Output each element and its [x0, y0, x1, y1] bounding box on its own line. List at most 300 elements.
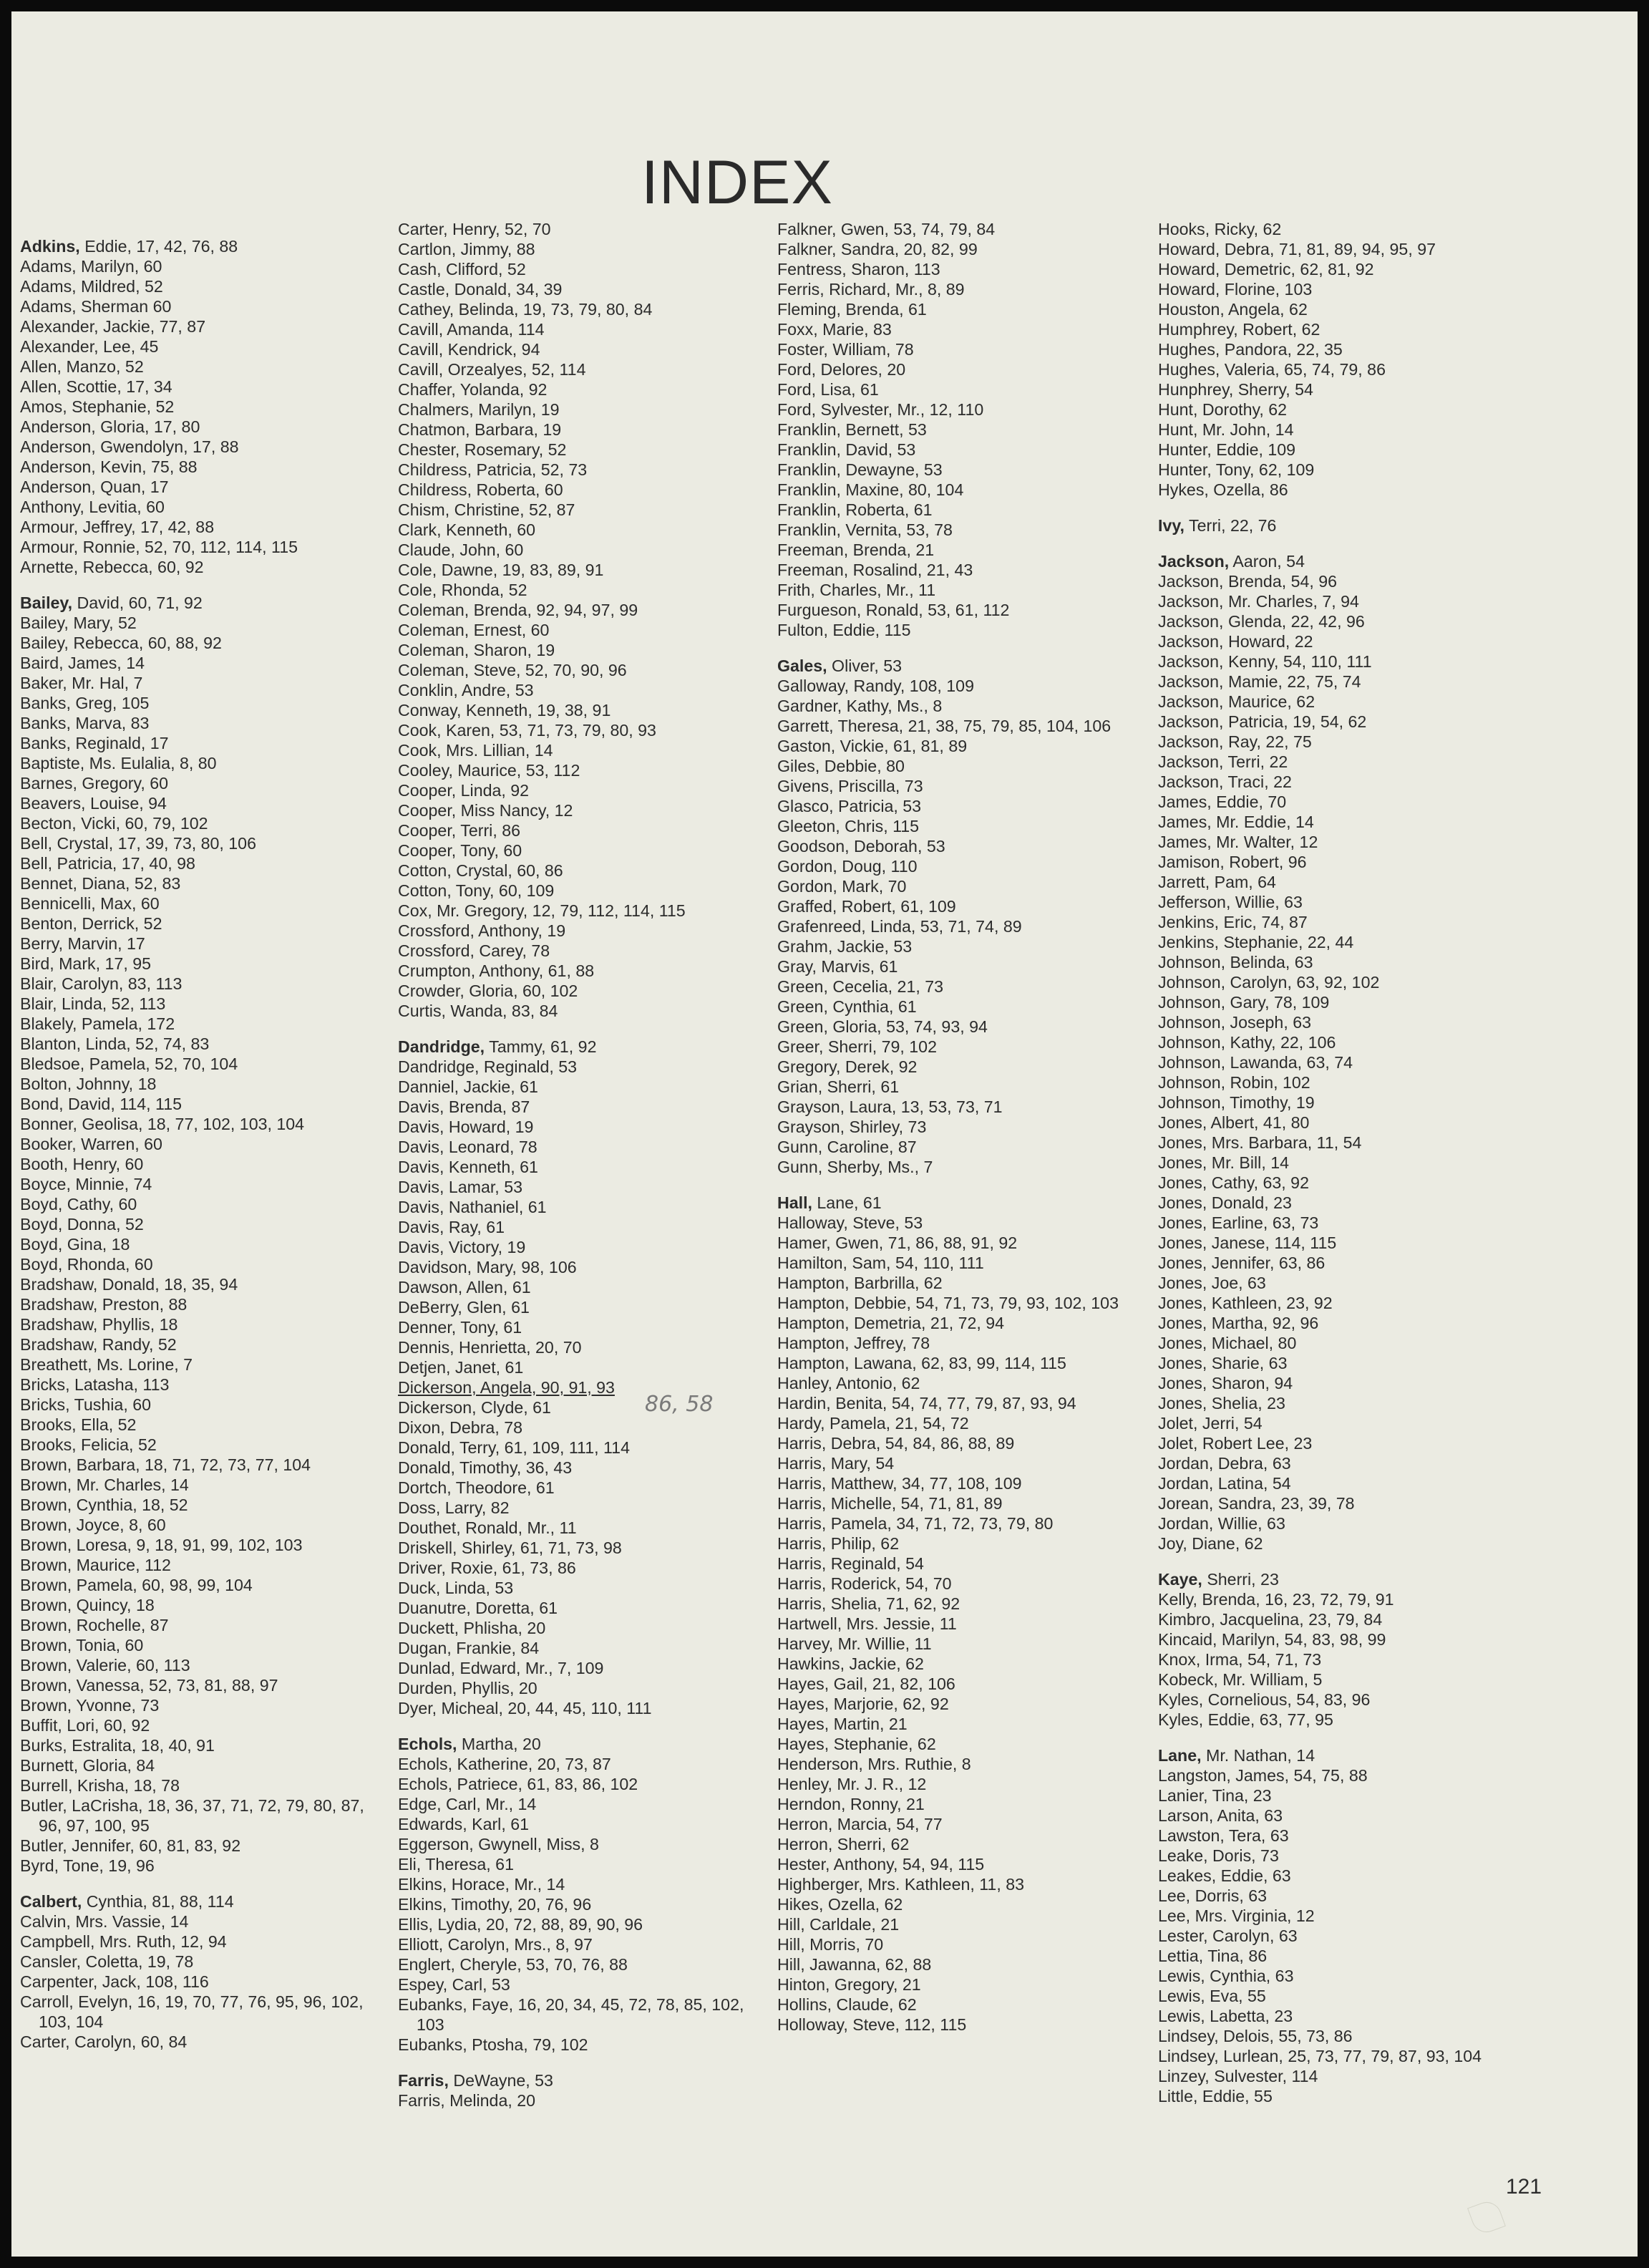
entry-text: Lewis, Cynthia, 63: [1158, 1967, 1294, 1985]
index-entry: [20, 833, 381, 853]
entry-text: Bennet, Diana, 52, 83: [20, 874, 181, 893]
index-entry: [777, 796, 1139, 816]
index-entry: [777, 1213, 1139, 1233]
index-entry: [20, 1972, 381, 1992]
entry-text: Davis, Brenda, 87: [398, 1097, 530, 1116]
index-entry: [777, 1634, 1139, 1654]
entry-text: Boyce, Minnie, 74: [20, 1175, 152, 1193]
index-entry: [398, 1217, 759, 1237]
index-entry: [777, 600, 1139, 620]
entry-text: Gunn, Sherby, Ms., 7: [777, 1158, 933, 1176]
index-entry: [398, 560, 759, 580]
entry-text: Ellis, Lydia, 20, 72, 88, 89, 90, 96: [398, 1915, 643, 1934]
index-entry: [398, 420, 759, 440]
entry-text: Carter, Henry, 52, 70: [398, 220, 551, 238]
entry-text: Jordan, Latina, 54: [1158, 1474, 1291, 1493]
entry-text: Echols, Katherine, 20, 73, 87: [398, 1755, 611, 1773]
index-entry: [398, 1177, 759, 1197]
index-entry: [398, 1277, 759, 1297]
entry-text: Brown, Pamela, 60, 98, 99, 104: [20, 1576, 253, 1594]
index-entry: [777, 1854, 1139, 1874]
entry-text: Harris, Reginald, 54: [777, 1554, 924, 1573]
entry-text: Englert, Cheryle, 53, 70, 76, 88: [398, 1955, 628, 1974]
index-entry: [1158, 1233, 1519, 1253]
index-entry: [1158, 1373, 1519, 1393]
entry-text: James, Eddie, 70: [1158, 793, 1287, 811]
entry-text: Baptiste, Ms. Eulalia, 8, 80: [20, 754, 217, 772]
entry-text: Calvin, Mrs. Vassie, 14: [20, 1912, 189, 1931]
index-entry: [398, 1117, 759, 1137]
index-entry: [20, 1174, 381, 1194]
entry-text: Holloway, Steve, 112, 115: [777, 2015, 967, 2034]
entry-text: Farris, Melinda, 20: [398, 2091, 536, 2110]
entry-text: Booker, Warren, 60: [20, 1135, 162, 1153]
index-entry: [1158, 571, 1519, 591]
entry-text: Hayes, Martin, 21: [777, 1715, 908, 1733]
entry-text: Hampton, Jeffrey, 78: [777, 1334, 930, 1352]
entry-text: Hunt, Mr. John, 14: [1158, 420, 1294, 439]
index-entry: [20, 276, 381, 296]
entry-text: Beavers, Louise, 94: [20, 794, 167, 813]
entry-text: Hampton, Debbie, 54, 71, 73, 79, 93, 102, 103: [777, 1294, 1119, 1312]
entry-text: Cooper, Tony, 60: [398, 841, 522, 860]
entry-text: Anthony, Levitia, 60: [20, 498, 165, 516]
index-entry: [20, 1435, 381, 1455]
index-entry: [777, 540, 1139, 560]
entry-text: Freeman, Rosalind, 21, 43: [777, 561, 973, 579]
index-entry: [1158, 1906, 1519, 1926]
index-entry: [20, 1234, 381, 1254]
index-entry: [777, 856, 1139, 876]
index-entry: [20, 1254, 381, 1274]
index-entry: [1158, 319, 1519, 339]
index-entry: [398, 359, 759, 379]
entry-text: Hunter, Tony, 62, 109: [1158, 460, 1315, 479]
index-entry: [398, 901, 759, 921]
index-entry: [20, 1395, 381, 1415]
entry-text: Douthet, Ronald, Mr., 11: [398, 1518, 577, 1537]
index-entry: [777, 1995, 1139, 2015]
entry-text: Armour, Ronnie, 52, 70, 112, 114, 115: [20, 538, 298, 556]
entry-text: Crossford, Anthony, 19: [398, 921, 566, 940]
index-entry: [777, 916, 1139, 936]
entry-text: Dortch, Theodore, 61: [398, 1478, 555, 1497]
index-entry: [1158, 1453, 1519, 1473]
entry-text: Brown, Yvonne, 73: [20, 1696, 160, 1715]
index-entry: [20, 1796, 381, 1836]
entry-text: Bennicelli, Max, 60: [20, 894, 160, 913]
index-entry: [1158, 1609, 1519, 1629]
entry-text: James, Mr. Eddie, 14: [1158, 813, 1314, 831]
index-entry: [20, 377, 381, 397]
index-entry: [20, 1334, 381, 1354]
index-entry: [1158, 992, 1519, 1012]
entry-text: Banks, Reginald, 17: [20, 734, 169, 752]
index-entry: [1158, 1153, 1519, 1173]
index-entry: [777, 1017, 1139, 1037]
letter-group-lead-surname: Jackson,: [1158, 552, 1230, 571]
entry-text: Grahm, Jackie, 53: [777, 937, 913, 956]
index-entry: [1158, 1765, 1519, 1785]
index-entry: [20, 1194, 381, 1214]
entry-text: Davis, Howard, 19: [398, 1118, 534, 1136]
index-entry: [20, 477, 381, 497]
index-entry: [20, 1214, 381, 1234]
entry-text: Elkins, Timothy, 20, 76, 96: [398, 1895, 592, 1914]
entry-text: Langston, James, 54, 75, 88: [1158, 1766, 1368, 1785]
index-entry: [398, 1538, 759, 1558]
index-entry: [777, 1453, 1139, 1473]
index-entry: [398, 299, 759, 319]
entry-text: Conway, Kenneth, 19, 38, 91: [398, 701, 611, 719]
entry-text: Hayes, Gail, 21, 82, 106: [777, 1675, 955, 1693]
entry-text: Garrett, Theresa, 21, 38, 75, 79, 85, 104, 106: [777, 717, 1112, 735]
index-entry: [1158, 1670, 1519, 1690]
entry-text: Johnson, Joseph, 63: [1158, 1013, 1311, 1032]
entry-text: Cathey, Belinda, 19, 73, 79, 80, 84: [398, 300, 653, 319]
entry-text: Lettia, Tina, 86: [1158, 1947, 1268, 1965]
entry-text: Jones, Albert, 41, 80: [1158, 1113, 1310, 1132]
entry-text: Ford, Lisa, 61: [777, 380, 879, 399]
entry-text: Boyd, Gina, 18: [20, 1235, 130, 1254]
entry-text: Cynthia, 81, 88, 114: [82, 1892, 234, 1911]
index-entry: [20, 417, 381, 437]
page-corner-mark: [1467, 2198, 1506, 2236]
index-entry: [777, 1954, 1139, 1974]
index-entry: [777, 580, 1139, 600]
index-entry: [20, 256, 381, 276]
index-entry: [398, 981, 759, 1001]
entry-text: Breathett, Ms. Lorine, 7: [20, 1355, 193, 1374]
index-entry: [777, 1794, 1139, 1814]
index-entry: [20, 1952, 381, 1972]
index-entry: [1158, 1313, 1519, 1333]
entry-text: Boyd, Cathy, 60: [20, 1195, 137, 1213]
entry-text: Baird, James, 14: [20, 654, 145, 672]
entry-text: Bird, Mark, 17, 95: [20, 954, 151, 973]
index-entry: [20, 497, 381, 517]
entry-text: Banks, Marva, 83: [20, 714, 150, 732]
entry-text: Conklin, Andre, 53: [398, 681, 534, 699]
entry-text: Duanutre, Doretta, 61: [398, 1599, 558, 1617]
index-entry: [777, 299, 1139, 319]
entry-text: Herron, Marcia, 54, 77: [777, 1815, 943, 1833]
entry-text: Jackson, Terri, 22: [1158, 752, 1288, 771]
entry-text: Coleman, Brenda, 92, 94, 97, 99: [398, 601, 638, 619]
index-entry: [398, 1001, 759, 1021]
index-entry: [398, 700, 759, 720]
entry-text: Harris, Roderick, 54, 70: [777, 1574, 952, 1593]
entry-text: Cavill, Amanda, 114: [398, 320, 545, 339]
index-entry: [1158, 1690, 1519, 1710]
entry-text: Coleman, Steve, 52, 70, 90, 96: [398, 661, 627, 679]
entry-text: Armour, Jeffrey, 17, 42, 88: [20, 518, 215, 536]
entry-text: Elkins, Horace, Mr., 14: [398, 1875, 565, 1894]
entry-text: Foxx, Marie, 83: [777, 320, 892, 339]
index-entry: [1158, 1433, 1519, 1453]
index-entry: [1158, 1745, 1519, 1765]
index-entry: [1158, 2046, 1519, 2066]
entry-text: Lawston, Tera, 63: [1158, 1826, 1289, 1845]
index-entry: [1158, 651, 1519, 672]
index-entry: [1158, 1589, 1519, 1609]
index-entry: [1158, 339, 1519, 359]
index-entry: [777, 1694, 1139, 1714]
index-entry: [777, 1513, 1139, 1533]
index-entry: [398, 780, 759, 800]
entry-text: DeWayne, 53: [448, 2071, 553, 2090]
entry-text: Jones, Mr. Bill, 14: [1158, 1153, 1289, 1172]
entry-text: Jackson, Maurice, 62: [1158, 692, 1315, 711]
index-entry: [1158, 772, 1519, 792]
entry-text: Crowder, Gloria, 60, 102: [398, 982, 578, 1000]
index-entry: [777, 716, 1139, 736]
entry-text: Lindsey, Lurlean, 25, 73, 77, 79, 87, 93, 104: [1158, 2047, 1482, 2065]
index-entry: [777, 1137, 1139, 1157]
index-entry: [1158, 752, 1519, 772]
entry-text: Chester, Rosemary, 52: [398, 440, 567, 459]
index-entry: [777, 1914, 1139, 1934]
index-entry: [1158, 1133, 1519, 1153]
entry-text: Harris, Michelle, 54, 71, 81, 89: [777, 1494, 1003, 1513]
index-entry: [398, 219, 759, 239]
index-entry: [777, 976, 1139, 997]
index-entry: [1158, 279, 1519, 299]
index-entry: [20, 1775, 381, 1796]
index-entry: [20, 1014, 381, 1034]
entry-text: Jenkins, Eric, 74, 87: [1158, 913, 1308, 931]
index-entry: [1158, 379, 1519, 399]
entry-text: Ford, Sylvester, Mr., 12, 110: [777, 400, 984, 419]
index-entry: [398, 379, 759, 399]
entry-text: Driver, Roxie, 61, 73, 86: [398, 1559, 576, 1577]
entry-text: Herndon, Ronny, 21: [777, 1795, 925, 1813]
index-column-1: [20, 236, 381, 2052]
index-entry: [20, 974, 381, 994]
index-entry: [1158, 2066, 1519, 2086]
entry-text: Greer, Sherri, 79, 102: [777, 1037, 937, 1056]
index-entry: [1158, 832, 1519, 852]
entry-text: Davis, Kenneth, 61: [398, 1158, 538, 1176]
index-entry: [1158, 812, 1519, 832]
entry-text: Hampton, Lawana, 62, 83, 99, 114, 115: [777, 1354, 1066, 1372]
index-entry: [1158, 1806, 1519, 1826]
index-entry: [777, 1253, 1139, 1273]
index-entry: [20, 753, 381, 773]
entry-text: Hayes, Marjorie, 62, 92: [777, 1695, 949, 1713]
index-entry: [20, 893, 381, 914]
index-entry: [777, 560, 1139, 580]
entry-text: Franklin, Maxine, 80, 104: [777, 480, 964, 499]
entry-text: Jamison, Robert, 96: [1158, 853, 1307, 871]
entry-text: Kyles, Eddie, 63, 77, 95: [1158, 1710, 1333, 1729]
entry-text: Eubanks, Ptosha, 79, 102: [398, 2035, 588, 2054]
entry-text: Jenkins, Stephanie, 22, 44: [1158, 933, 1354, 951]
index-entry: [1158, 1393, 1519, 1413]
index-entry: [777, 1654, 1139, 1674]
entry-text: Sherri, 23: [1202, 1570, 1279, 1589]
index-entry: [20, 1695, 381, 1715]
index-entry: [398, 1834, 759, 1854]
index-entry: [20, 1314, 381, 1334]
entry-text: Brown, Vanessa, 52, 73, 81, 88, 97: [20, 1676, 278, 1695]
entry-text: Kyles, Cornelious, 54, 83, 96: [1158, 1690, 1371, 1709]
index-entry: [1158, 480, 1519, 500]
entry-text: Lee, Mrs. Virginia, 12: [1158, 1906, 1315, 1925]
letter-group-lead-surname: Lane,: [1158, 1746, 1202, 1765]
index-entry: [398, 820, 759, 840]
entry-text: Gardner, Kathy, Ms., 8: [777, 697, 943, 715]
entry-text: Bell, Crystal, 17, 39, 73, 80, 106: [20, 834, 256, 853]
entry-text: Jones, Sharie, 63: [1158, 1354, 1288, 1372]
index-entry: [20, 673, 381, 693]
entry-text: Dunlad, Edward, Mr., 7, 109: [398, 1659, 604, 1677]
entry-text: Arnette, Rebecca, 60, 92: [20, 558, 204, 576]
index-entry: [398, 1297, 759, 1317]
index-entry: [20, 1735, 381, 1755]
entry-text: Henderson, Mrs. Ruthie, 8: [777, 1755, 971, 1773]
index-entry: [1158, 515, 1519, 536]
index-entry: [1158, 1966, 1519, 1986]
entry-text: Edge, Carl, Mr., 14: [398, 1795, 537, 1813]
entry-text: Anderson, Gwendolyn, 17, 88: [20, 437, 239, 456]
index-entry: [20, 1114, 381, 1134]
index-entry: [20, 1911, 381, 1932]
page-number: 121: [1506, 2175, 1542, 2199]
entry-text: Chalmers, Marilyn, 19: [398, 400, 560, 419]
entry-text: Johnson, Kathy, 22, 106: [1158, 1033, 1336, 1052]
index-entry: [777, 1353, 1139, 1373]
entry-text: Berry, Marvin, 17: [20, 934, 145, 953]
index-entry: [20, 2032, 381, 2052]
entry-text: DeBerry, Glen, 61: [398, 1298, 530, 1317]
index-entry: [20, 934, 381, 954]
index-entry: [777, 956, 1139, 976]
index-entry: [1158, 912, 1519, 932]
index-entry: [398, 1754, 759, 1774]
entry-text: Durden, Phyllis, 20: [398, 1679, 537, 1697]
entry-text: Jones, Shelia, 23: [1158, 1394, 1285, 1412]
index-entry: [20, 557, 381, 577]
index-entry: [777, 460, 1139, 480]
index-entry: [1158, 1926, 1519, 1946]
entry-text: Davis, Ray, 61: [398, 1218, 505, 1236]
entry-text: Johnson, Belinda, 63: [1158, 953, 1313, 971]
letter-group-lead-surname: Gales,: [777, 656, 827, 675]
entry-text: Humphrey, Robert, 62: [1158, 320, 1320, 339]
index-entry: [777, 776, 1139, 796]
index-entry: [398, 760, 759, 780]
index-entry: [20, 397, 381, 417]
entry-text: Crumpton, Anthony, 61, 88: [398, 961, 595, 980]
entry-text: Davis, Victory, 19: [398, 1238, 526, 1256]
entry-text: Hinton, Gregory, 21: [777, 1975, 921, 1994]
entry-text: Hamer, Gwen, 71, 86, 88, 91, 92: [777, 1234, 1018, 1252]
index-entry: [398, 1995, 759, 2035]
index-entry: [1158, 1293, 1519, 1313]
entry-text: Hawkins, Jackie, 62: [777, 1654, 924, 1673]
entry-text: Fulton, Eddie, 115: [777, 621, 911, 639]
entry-text: Eli, Theresa, 61: [398, 1855, 514, 1874]
entry-text: Castle, Donald, 34, 39: [398, 280, 563, 299]
entry-text: Herron, Sherri, 62: [777, 1835, 910, 1853]
index-column-4: [1158, 219, 1519, 2106]
entry-text: Lewis, Labetta, 23: [1158, 2007, 1293, 2025]
entry-text: Chism, Christine, 52, 87: [398, 500, 575, 519]
index-entry: [398, 660, 759, 680]
entry-text: Howard, Debra, 71, 81, 89, 94, 95, 97: [1158, 240, 1436, 258]
index-entry: [777, 1834, 1139, 1854]
entry-text: James, Mr. Walter, 12: [1158, 833, 1318, 851]
entry-text: Gunn, Caroline, 87: [777, 1138, 917, 1156]
entry-text: Hikes, Ozella, 62: [777, 1895, 903, 1914]
entry-text: Grian, Sherri, 61: [777, 1077, 900, 1096]
entry-text: Butler, LaCrisha, 18, 36, 37, 71, 72, 79, 80, 87, 96, 97, 100, 95: [20, 1796, 364, 1835]
index-entry: [20, 1555, 381, 1575]
index-entry: [1158, 591, 1519, 611]
entry-text: Falkner, Sandra, 20, 82, 99: [777, 240, 978, 258]
entry-text: Jordan, Willie, 63: [1158, 1514, 1285, 1533]
index-entry: [1158, 1092, 1519, 1113]
index-entry: [398, 1197, 759, 1217]
index-entry: [1158, 1986, 1519, 2006]
index-entry: [777, 1097, 1139, 1117]
index-entry: [398, 840, 759, 861]
index-entry: [777, 2015, 1139, 2035]
index-entry: [1158, 1072, 1519, 1092]
index-entry: [777, 696, 1139, 716]
entry-text: Larson, Anita, 63: [1158, 1806, 1283, 1825]
index-column-3: [777, 219, 1139, 2035]
index-entry: [777, 1157, 1139, 1177]
index-entry: [20, 1932, 381, 1952]
entry-text: Harris, Debra, 54, 84, 86, 88, 89: [777, 1434, 1015, 1453]
entry-text: Jones, Sharon, 94: [1158, 1374, 1293, 1392]
index-page: [11, 11, 1638, 2257]
index-entry: [398, 1934, 759, 1954]
entry-text: Bradshaw, Preston, 88: [20, 1295, 188, 1314]
entry-text: Brown, Loresa, 9, 18, 91, 99, 102, 103: [20, 1536, 303, 1554]
index-entry: [398, 1478, 759, 1498]
entry-text: Jolet, Robert Lee, 23: [1158, 1434, 1313, 1453]
entry-text: Brooks, Felicia, 52: [20, 1435, 157, 1454]
entry-text: Lane, 61: [812, 1193, 882, 1212]
index-entry: [777, 876, 1139, 896]
index-entry: [20, 954, 381, 974]
entry-text: Hampton, Barbrilla, 62: [777, 1274, 943, 1292]
entry-text: Bond, David, 114, 115: [20, 1095, 183, 1113]
entry-text: Davis, Nathaniel, 61: [398, 1198, 547, 1216]
entry-text: Eddie, 17, 42, 76, 88: [79, 237, 238, 256]
index-entry: [777, 1193, 1139, 1213]
entry-text: Jones, Joe, 63: [1158, 1274, 1266, 1292]
entry-text: Mr. Nathan, 14: [1201, 1746, 1315, 1765]
entry-text: Jefferson, Willie, 63: [1158, 893, 1303, 911]
index-entry: [20, 357, 381, 377]
letter-group-lead-surname: Ivy,: [1158, 516, 1185, 535]
entry-text: Cash, Clifford, 52: [398, 260, 526, 278]
index-entry: [398, 1037, 759, 1057]
index-entry: [398, 1638, 759, 1658]
entry-text: Gordon, Mark, 70: [777, 877, 907, 896]
index-entry: [1158, 1785, 1519, 1806]
entry-text: Franklin, Dewayne, 53: [777, 460, 943, 479]
index-entry: [20, 1054, 381, 1074]
index-entry: [777, 676, 1139, 696]
index-entry: [777, 1934, 1139, 1954]
entry-text: Blanton, Linda, 52, 74, 83: [20, 1034, 210, 1053]
index-entry: [398, 941, 759, 961]
